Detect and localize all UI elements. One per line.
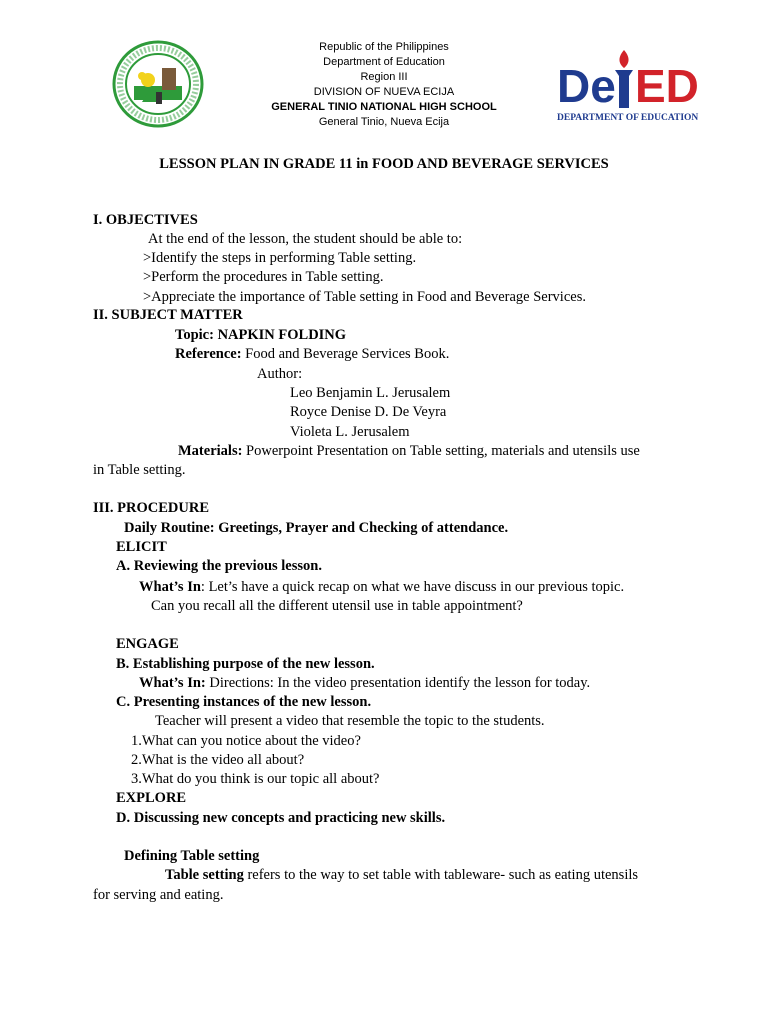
svg-text:DEPARTMENT OF EDUCATION: DEPARTMENT OF EDUCATION [557, 113, 699, 123]
reference-label: Reference: [175, 346, 242, 362]
reference-line [175, 345, 449, 363]
section-b-heading: B. Establishing purpose of the new lesson. [116, 656, 375, 672]
section-c-heading: C. Presenting instances of the new lesson. [116, 694, 372, 710]
question-item: 2.What is the video all about? [131, 752, 305, 768]
defining-heading: Defining Table setting [124, 848, 260, 864]
subject-matter-heading: II. SUBJECT MATTER [93, 307, 243, 323]
letterhead-line-region: Region III [360, 71, 408, 83]
lesson-plan-title: LESSON PLAN IN GRADE 11 in FOOD AND BEVERAGE SERVICES [159, 156, 609, 172]
svg-text:De: De [557, 60, 616, 112]
letterhead-line-department: Department of Education [323, 56, 445, 68]
school-seal-logo [112, 40, 204, 128]
svg-text:ED: ED [635, 60, 699, 112]
section-c-text: Teacher will present a video that resemble the topic to the students. [155, 713, 545, 729]
whats-in-text: : Let’s have a quick recap on what we have discuss in our previous topic. [200, 579, 625, 595]
definition-text: refers to the way to set table with tableware- such as eating utensils [243, 867, 639, 883]
materials-label: Materials: [178, 443, 243, 459]
definition-continuation: for serving and eating. [93, 887, 224, 903]
reference-value: Food and Beverage Services Book. [241, 346, 450, 362]
letterhead-line-division: DIVISION OF NUEVA ECIJA [313, 86, 455, 98]
letterhead-line-republic: Republic of the Philippines [319, 41, 449, 53]
whats-in-label: What’s In [139, 579, 201, 595]
definition-term: Table setting [165, 867, 244, 883]
author-name: Violeta L. Jerusalem [290, 424, 410, 440]
whats-in-question: Can you recall all the different utensil use in table appointment? [151, 598, 523, 614]
question-item: 3.What do you think is our topic all about? [131, 771, 380, 787]
definition-line [165, 866, 638, 884]
whats-in-line [139, 578, 624, 596]
objective-item: >Identify the steps in performing Table setting. [143, 250, 417, 266]
elicit-heading: ELICIT [116, 539, 167, 555]
section-a-heading: A. Reviewing the previous lesson. [116, 558, 322, 574]
materials-value: Powerpoint Presentation on Table setting, materials and utensils use [242, 443, 640, 459]
letterhead-address: General Tinio, Nueva Ecija [318, 116, 450, 128]
explore-heading: EXPLORE [116, 790, 187, 806]
whats-in-directions-line [139, 674, 590, 692]
whats-in-directions: Directions: In the video presentation identify the lesson for today. [205, 675, 591, 691]
daily-routine: Daily Routine: Greetings, Prayer and Checking of attendance. [124, 520, 509, 536]
objectives-intro: At the end of the lesson, the student should be able to: [148, 231, 463, 247]
engage-heading: ENGAGE [116, 636, 179, 652]
section-d-heading: D. Discussing new concepts and practicing new skills. [116, 810, 446, 826]
letterhead-school-name: GENERAL TINIO NATIONAL HIGH SCHOOL [271, 101, 497, 113]
materials-continuation: in Table setting. [93, 462, 186, 478]
author-name: Leo Benjamin L. Jerusalem [290, 385, 451, 401]
deped-logo [555, 46, 717, 126]
question-item: 1.What can you notice about the video? [131, 733, 361, 749]
objectives-heading: I. OBJECTIVES [93, 212, 198, 228]
whats-in-label: What’s In: [139, 675, 206, 691]
author-name: Royce Denise D. De Veyra [290, 404, 447, 420]
objective-item: >Appreciate the importance of Table setting in Food and Beverage Services. [143, 289, 586, 305]
procedure-heading: III. PROCEDURE [93, 500, 210, 516]
materials-line [178, 442, 640, 460]
objective-item: >Perform the procedures in Table setting. [143, 269, 384, 285]
author-label: Author: [257, 366, 303, 382]
topic-line: Topic: NAPKIN FOLDING [175, 327, 347, 343]
